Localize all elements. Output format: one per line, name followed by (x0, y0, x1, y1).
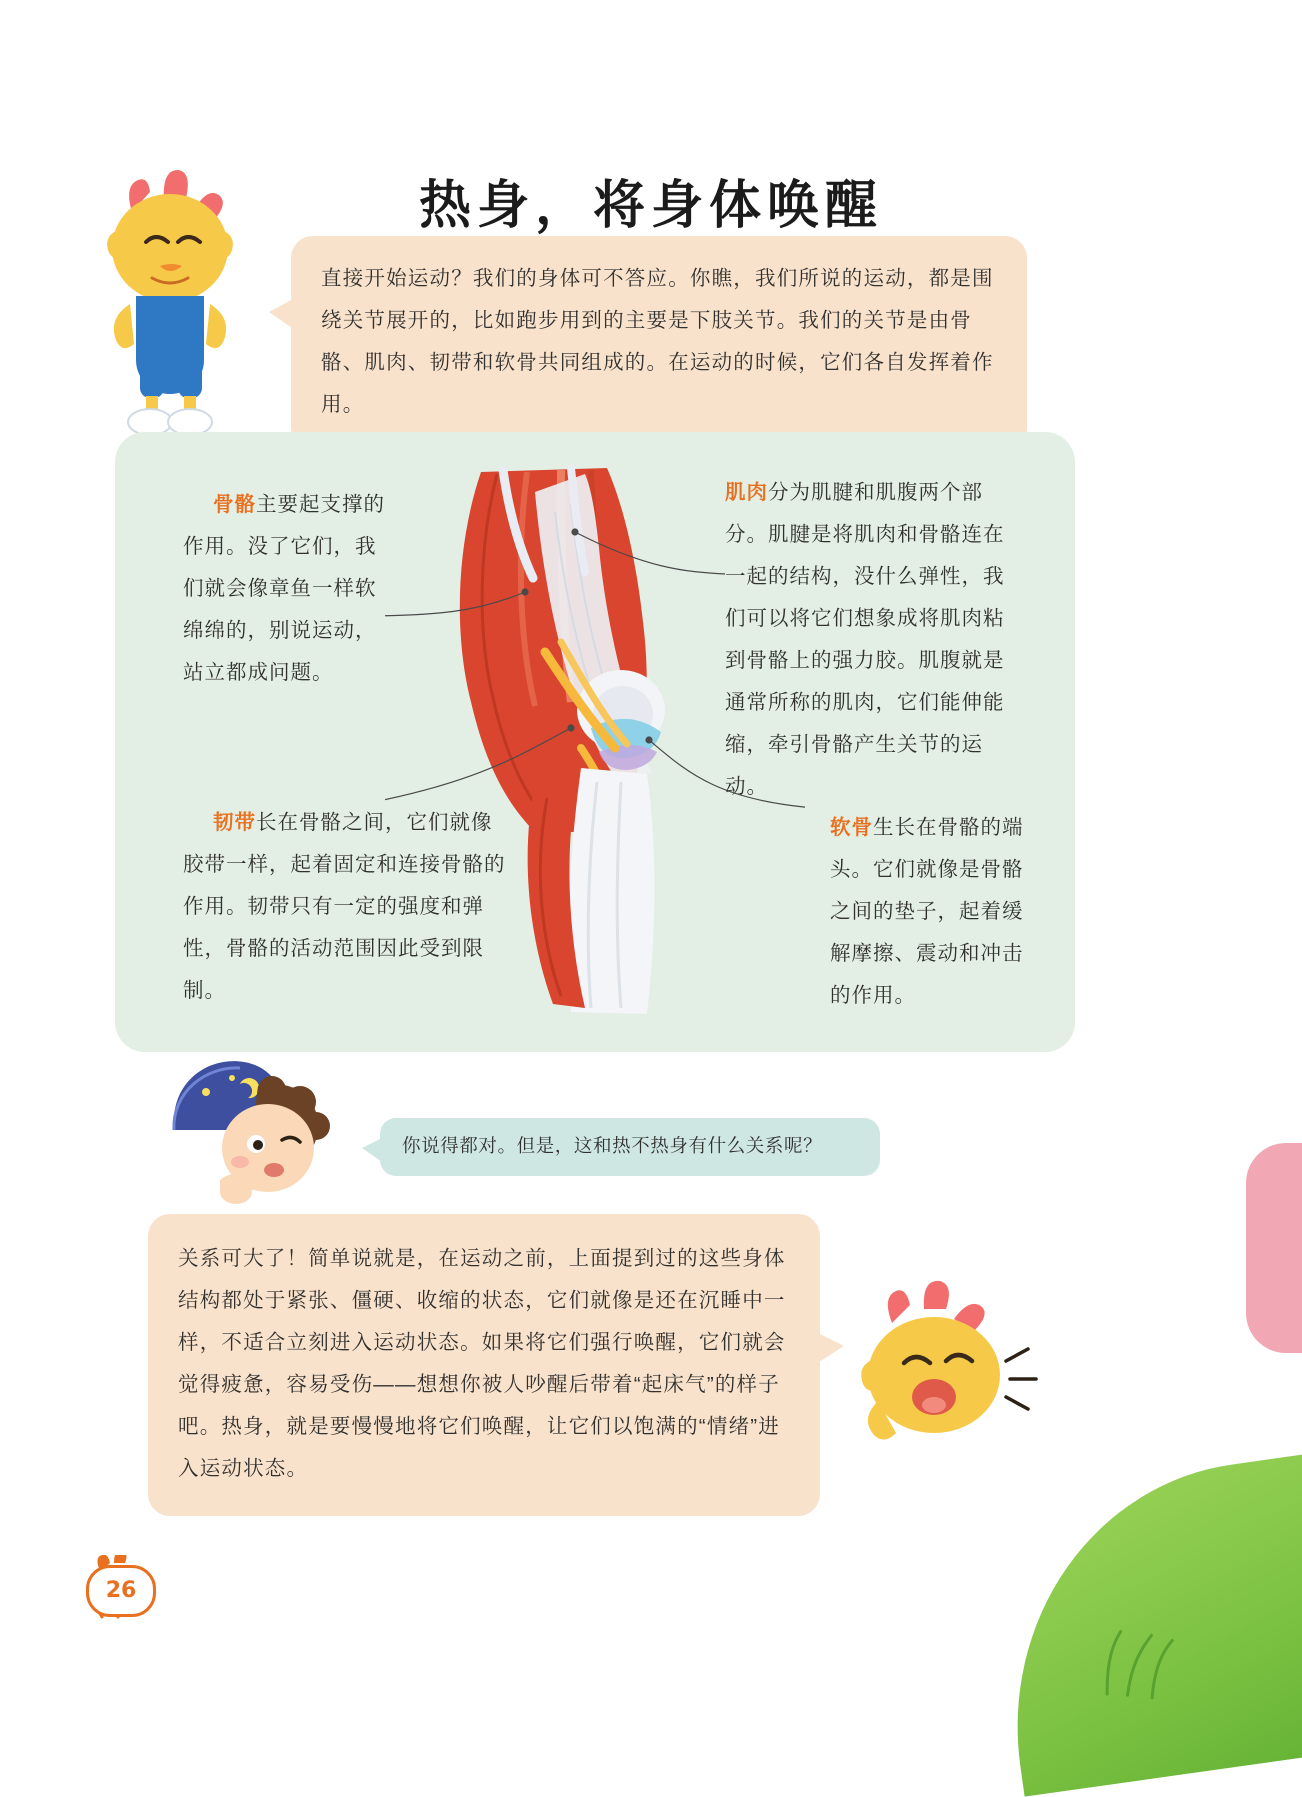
answer-text: 关系可大了！简单说就是，在运动之前，上面提到过的这些身体结构都处于紧张、僵硬、收缩的状态，它们就像是还在沉睡中一样，不适合立刻进入运动状态。如果将它们强行唤醒，它们就会觉得疲惫，容易受伤——想想你被人吵醒后带着“起床气”的样子吧。热身，就是要慢慢地将它们唤醒，让它们以饱满的“情绪”进入运动状态。 (178, 1247, 786, 1480)
anatomy-ligament-body: 长在骨骼之间，它们就像胶带一样，起着固定和连接骨骼的作用。韧带只有一定的强度和弹性，骨骼的活动范围因此受到限制。 (183, 811, 506, 1002)
question-speech-bubble (380, 1118, 880, 1176)
anatomy-cartilage-text (830, 807, 1030, 1017)
yawning-chick-character (830, 1275, 1045, 1450)
anatomy-ligament-text (183, 802, 513, 1012)
bubble-tail (269, 298, 295, 330)
question-text: 你说得都对。但是，这和热不热身有什么关系呢？ (402, 1136, 823, 1157)
anatomy-bone-body: 主要起支撑的作用。没了它们，我们就会像章鱼一样软绵绵的，别说运动，站立都成问题。 (183, 493, 385, 684)
anatomy-cartilage-keyword: 软骨 (830, 816, 873, 839)
anatomy-panel (115, 432, 1075, 1052)
intro-speech-bubble (291, 236, 1027, 450)
anatomy-muscle-keyword: 肌肉 (725, 481, 768, 504)
worried-chick-character (72, 170, 267, 450)
bubble-tail (362, 1138, 382, 1162)
anatomy-muscle-text (725, 472, 1025, 808)
sleepy-boy-character (140, 1052, 360, 1222)
page-title: 热身，将身体唤醒 (418, 175, 883, 236)
anatomy-ligament-keyword: 韧带 (213, 811, 256, 834)
green-grass-decoration (983, 1449, 1302, 1796)
anatomy-muscle-body: 分为肌腱和肌腹两个部分。肌腱是将肌肉和骨骼连在一起的结构，没什么弹性，我们可以将它们想象成将肌肉粘到骨骼上的强力胶。肌腹就是通常所称的肌肉，它们能伸能缩，牵引骨骼产生关节的运动。 (725, 481, 1005, 798)
page-number (80, 1555, 156, 1621)
anatomy-bone-keyword: 骨骼 (213, 493, 256, 516)
intro-text: 直接开始运动？我们的身体可不答应。你瞧，我们所说的运动，都是围绕关节展开的，比如跑步用到的主要是下肢关节。我们的关节是由骨骼、肌肉、韧带和软骨共同组成的。在运动的时候，它们各自发挥着作用。 (321, 267, 994, 416)
page-number-badge: 26 (86, 1565, 156, 1617)
answer-speech-bubble (148, 1214, 820, 1516)
anatomy-bone-text (183, 484, 395, 694)
pink-decoration (1246, 1143, 1302, 1353)
anatomy-cartilage-body: 生长在骨骼的端头。它们就像是骨骼之间的垫子，起着缓解摩擦、震动和冲击的作用。 (830, 816, 1024, 1007)
